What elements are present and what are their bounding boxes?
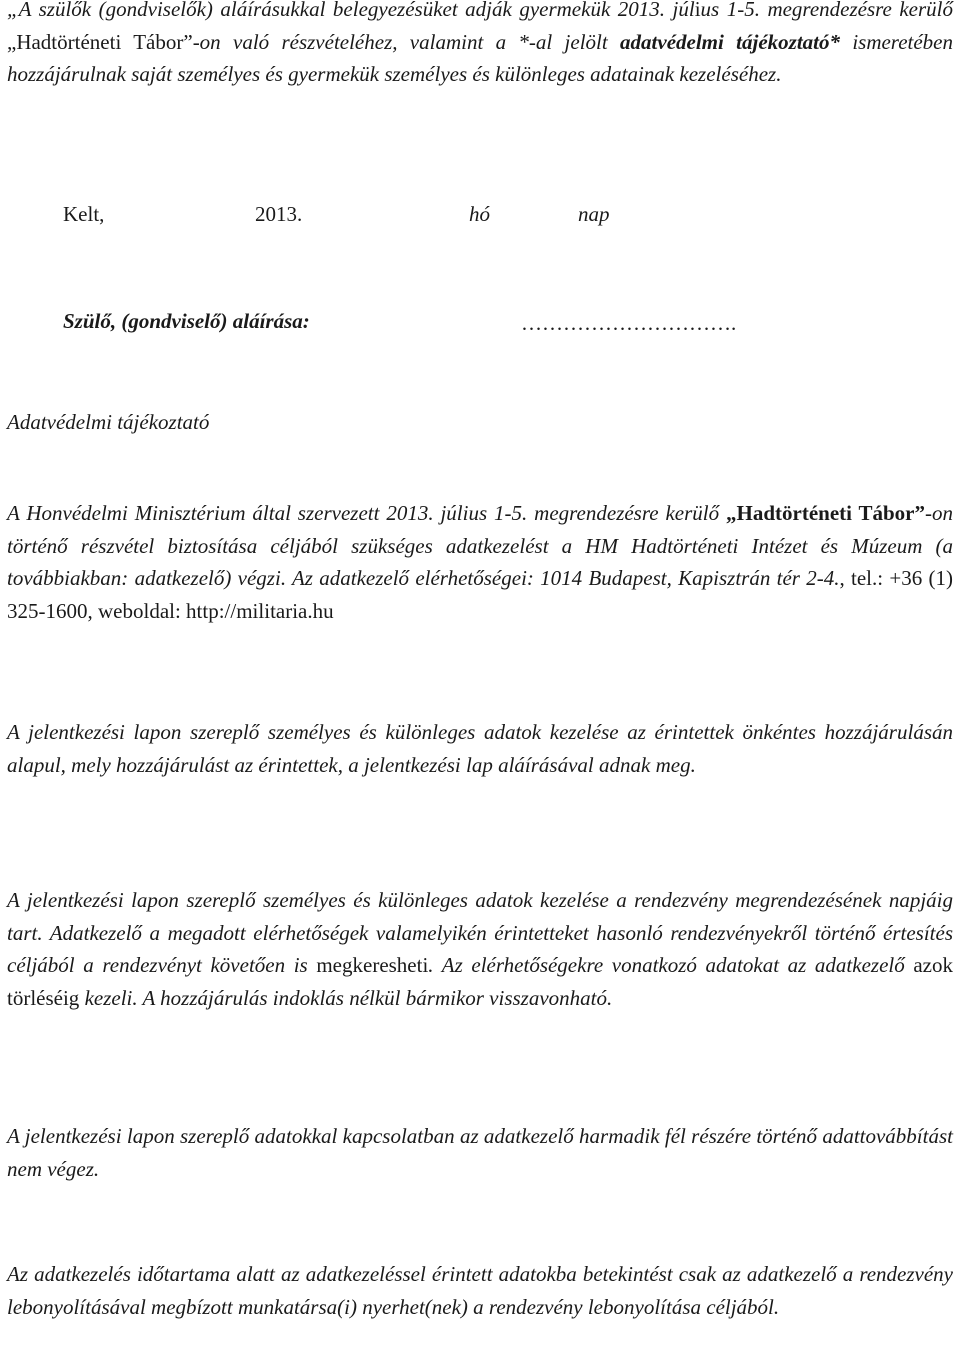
notice-p3-b: megkeresheti <box>316 953 429 977</box>
notice-p3-d: azok törléséig <box>7 953 953 1010</box>
consent-text-2: i <box>694 0 701 21</box>
notice-paragraph-4: A jelentkezési lapon szereplő adatokkal kapcsolatban az adatkezelő harmadik fél részére történő adattovábbítást nem végez. <box>7 1124 953 1181</box>
notice-p3-a: A jelentkezési lapon szereplő személyes és különleges adatok kezelése a rendezvény megrendezésének napjáig tart. Adatkezelő a megadott elérhetőségek valamelyikén érintetteket hasonló rendezvényekről történő értesítés céljából a rendezvényt követően is <box>7 888 953 977</box>
notice-p3-e: kezeli. A hozzájárulás indoklás nélkül bármikor visszavonható. <box>79 985 613 1010</box>
notice-paragraph-5: Az adatkezelés időtartama alatt az adatkezeléssel érintett adatokba betekintést csak az adatkezelő a rendezvény lebonyolításával megbízott munkatársa(i) nyerhet(nek) a rendezvény lebonyolítása céljából. <box>7 1262 953 1319</box>
date-day: nap <box>578 202 610 226</box>
consent-text-5: -on való részvételéhez, valamint a *-al jelölt <box>192 29 621 54</box>
notice-title: Adatvédelmi tájékoztató <box>7 410 210 434</box>
notice-p3-c: . Az elérhetőségekre vonatkozó adatokat az adatkezelő <box>428 953 914 977</box>
date-month: hó <box>469 202 490 226</box>
date-kelt: Kelt, <box>63 202 105 226</box>
notice-paragraph-2: A jelentkezési lapon szereplő személyes és különleges adatok kezelése az érintettek önkéntes hozzájárulásán alapul, mely hozzájárulást az érintettek, a jelentkezési lap aláírásával adnak meg. <box>7 720 953 777</box>
signature-line: …………………………. <box>521 311 737 335</box>
consent-text-7: ismeretében hozzájárulnak saját személyes és gyermekük személyes és különleges adatainak kezeléséhez. <box>7 29 953 86</box>
signature-label: Szülő, (gondviselő) aláírása: <box>63 309 310 333</box>
consent-text-1: „A szülők (gondviselők) aláírásukkal belegyezésüket adják gyermekük 2013. júl <box>7 0 695 21</box>
consent-camp-name: „Hadtörténeti Tábor” <box>7 29 193 54</box>
notice-paragraph-1 <box>7 497 953 627</box>
notice-p1-c: -on történő részvétel biztosítása céljából szükséges adatkezelést a HM Hadtörténeti Intézet és Múzeum (a továbbiakban: adatkezelő) végzi. Az adatkezelő elérhetőségei: 1014 Budapest, Kapisztrán tér 2-4. <box>7 501 953 590</box>
notice-p1-a: A Honvédelmi Minisztérium által szervezett 2013. július 1-5. megrendezésre kerülő <box>7 501 726 525</box>
date-year: 2013. <box>255 202 303 226</box>
consent-text-3: us 1-5. megrendezésre kerülő <box>700 0 953 21</box>
notice-paragraph-3 <box>7 884 953 1014</box>
notice-p1-d: , tel.: +36 (1) 325-1600, weboldal: http://militaria.hu <box>7 566 953 623</box>
consent-paragraph <box>7 0 953 91</box>
notice-p1-camp-name: „Hadtörténeti Tábor” <box>726 501 925 525</box>
consent-notice-ref: adatvédelmi tájékoztató* <box>620 29 840 54</box>
